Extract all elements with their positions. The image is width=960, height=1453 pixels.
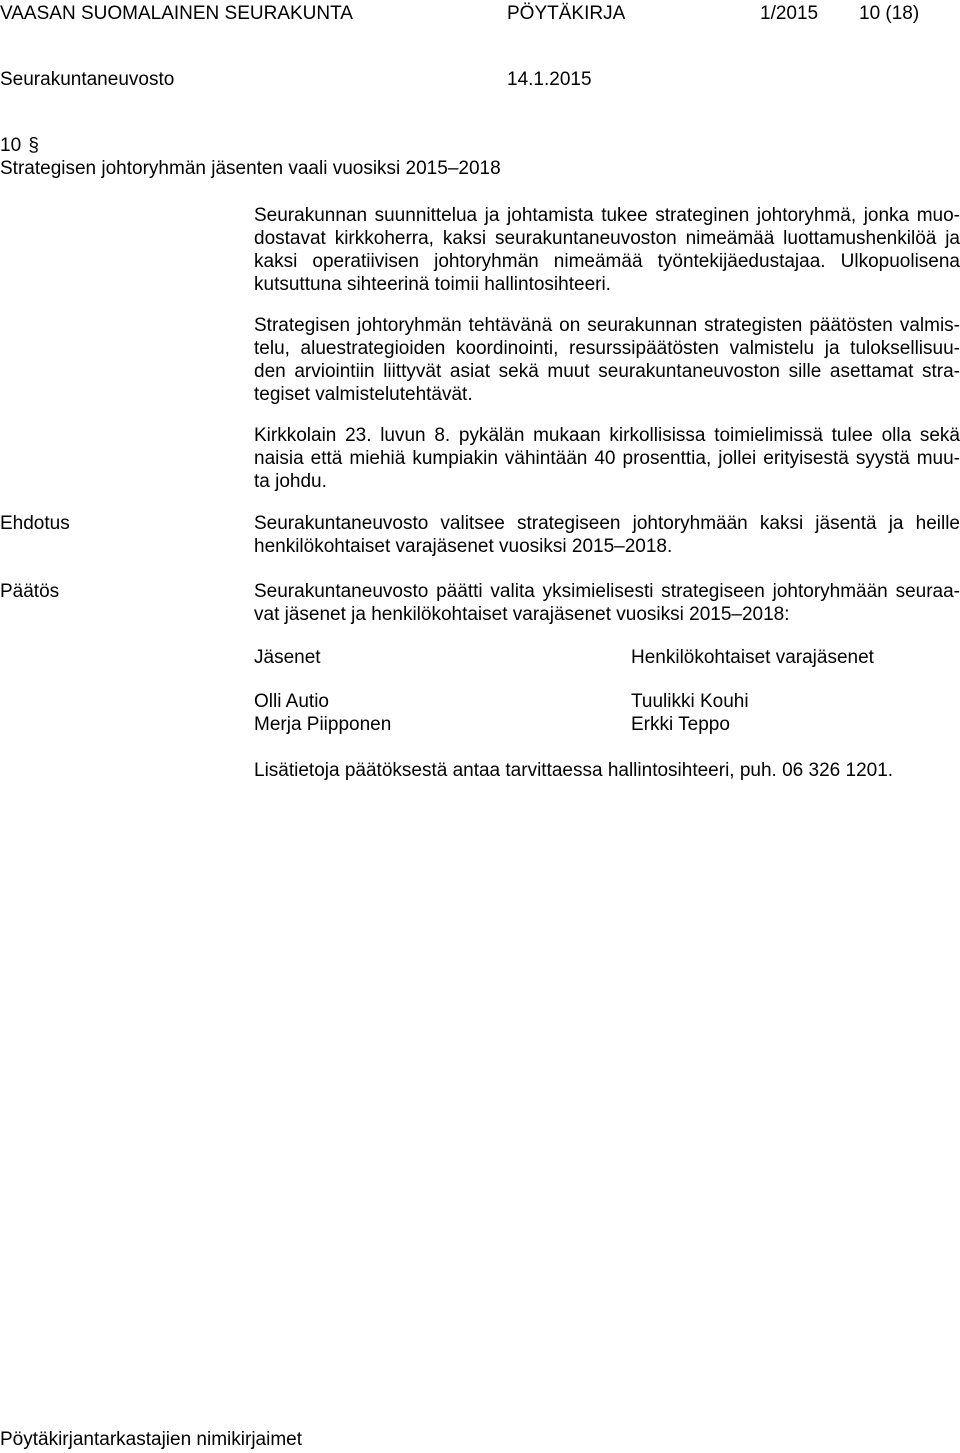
contact-info: Lisätietoja päätöksestä antaa tarvittaessa hallintosihteeri, puh. 06 326 1201. <box>254 760 894 781</box>
intro-line: kutsuttuna sihteerinä toimii hallintosihteeri. <box>254 274 611 295</box>
decision-label: Päätös <box>0 581 60 602</box>
tasks-line: telu, aluestrategioiden koordinointi, resurssipäätösten valmistelu ja tuloksellisuu- <box>254 338 960 359</box>
meeting-body: Seurakuntaneuvosto <box>0 69 175 90</box>
document-type: PÖYTÄKIRJA <box>507 3 626 24</box>
proposal-line: henkilökohtaiset varajäsenet vuosiksi 2015–2018. <box>254 536 673 557</box>
organization-name: VAASAN SUOMALAINEN SEURAKUNTA <box>0 3 353 24</box>
intro-line: Seurakunnan suunnittelua ja johtamista tukee strateginen johtoryhmä, jonka muo- <box>254 205 960 226</box>
members-header: Jäsenet <box>254 647 321 668</box>
intro-line: dostavat kirkkoherra, kaksi seurakuntaneuvoston nimeämää luottamushenkilöä ja <box>254 228 960 249</box>
decision-line: Seurakuntaneuvosto päätti valita yksimielisesti strategiseen johtoryhmään seuraa- <box>254 581 960 602</box>
law-paragraph <box>254 424 960 493</box>
member-name: Olli Autio <box>254 691 329 712</box>
section-sign: § <box>28 135 39 156</box>
proposal-label: Ehdotus <box>0 513 70 534</box>
deputy-name: Erkki Teppo <box>631 714 730 735</box>
intro-paragraph <box>254 204 960 296</box>
tasks-line: Strategisen johtoryhmän tehtävänä on seurakunnan strategisten päätösten valmis- <box>254 315 960 336</box>
proposal-paragraph <box>254 512 960 558</box>
tasks-line: tegiset valmistelutehtävät. <box>254 384 473 405</box>
tasks-line: den arviointiin liittyvät asiat sekä muut seurakuntaneuvoston sille asettamat stra- <box>254 361 960 382</box>
law-line: Kirkkolain 23. luvun 8. pykälän mukaan kirkollisissa toimielimissä tulee olla sekä <box>254 425 960 446</box>
section-number-value: 10 <box>0 135 22 156</box>
document-number: 1/2015 <box>760 3 819 24</box>
deputy-name: Tuulikki Kouhi <box>631 691 749 712</box>
law-line: naisia että miehiä kumpiakin vähintään 40 prosenttia, jollei erityisestä syystä muu- <box>254 448 960 469</box>
signature-label: Pöytäkirjantarkastajien nimikirjaimet <box>0 1429 302 1450</box>
section-number <box>0 134 39 157</box>
decision-line: vat jäsenet ja henkilökohtaiset varajäsenet vuosiksi 2015–2018: <box>254 604 790 625</box>
member-name: Merja Piipponen <box>254 714 392 735</box>
meeting-date: 14.1.2015 <box>507 69 592 90</box>
proposal-line: Seurakuntaneuvosto valitsee strategiseen johtoryhmään kaksi jäsentä ja heille <box>254 513 960 534</box>
section-title: Strategisen johtoryhmän jäsenten vaali vuosiksi 2015–2018 <box>0 158 501 179</box>
decision-paragraph <box>254 580 960 626</box>
tasks-paragraph <box>254 314 960 406</box>
law-line: ta johdu. <box>254 471 327 492</box>
deputies-header: Henkilökohtaiset varajäsenet <box>631 647 874 668</box>
intro-line: kaksi operatiivisen johtoryhmän nimeämää työntekijäedustajaa. Ulkopuolisena <box>254 251 960 272</box>
page-number: 10 (18) <box>859 3 920 24</box>
